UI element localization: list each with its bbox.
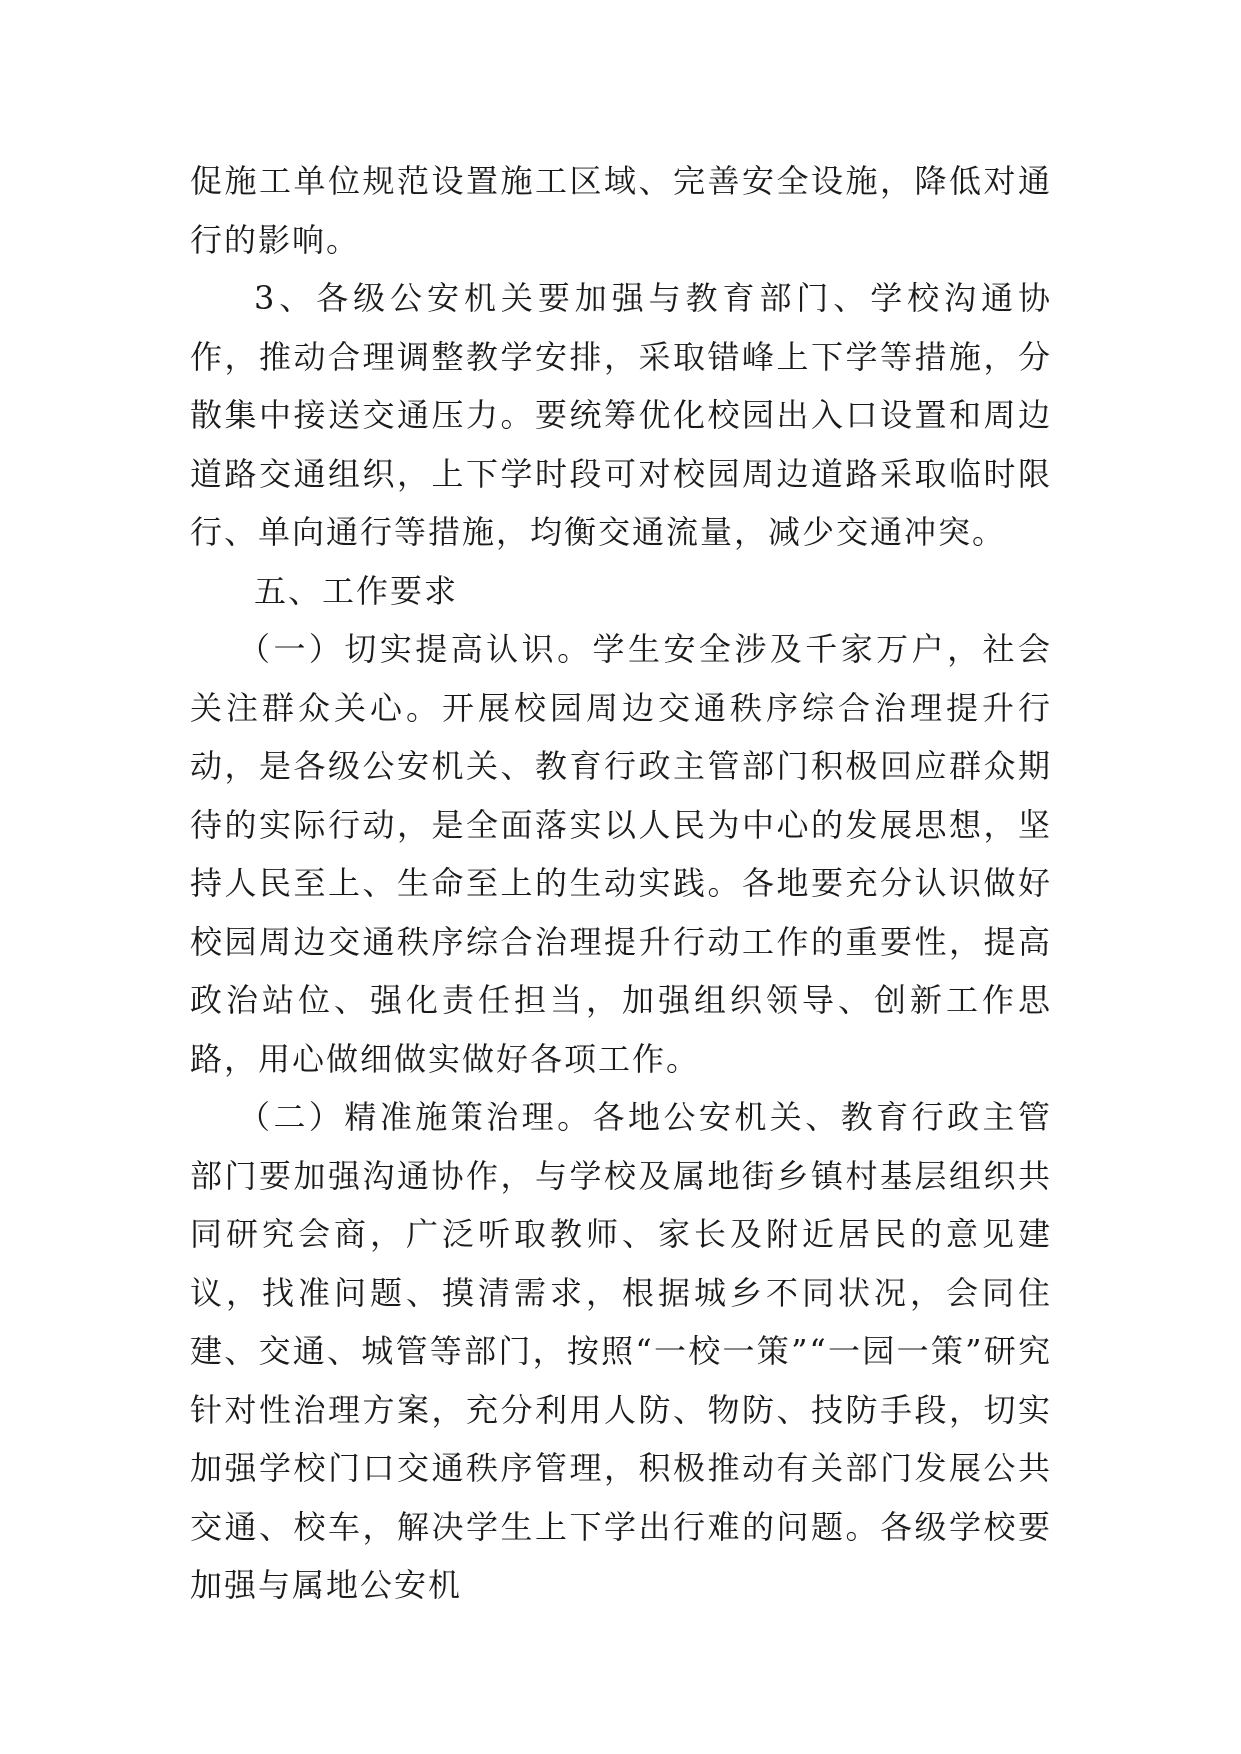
paragraph-continuation: 促施工单位规范设置施工区域、完善安全设施，降低对通行的影响。 (190, 162, 1052, 259)
paragraph-item-3: 3、各级公安机关要加强与教育部门、学校沟通协作，推动合理调整教学安排，采取错峰上下学等措施，分散集中接送交通压力。要统筹优化校园出入口设置和周边道路交通组织，上下学时段可对校园周边道路采取临时限行、单向通行等措施，均衡交通流量，减少交通冲突。 (190, 279, 1052, 551)
document-page (190, 152, 1052, 1615)
paragraph-requirement-2: （二）精准施策治理。各地公安机关、教育行政主管部门要加强沟通协作，与学校及属地街乡镇村基层组织共同研究会商，广泛听取教师、家长及附近居民的意见建议，找准问题、摸清需求，根据城乡不同状况，会同住建、交通、城管等部门，按照“一校一策”“一园一策”研究针对性治理方案，充分利用人防、物防、技防手段，切实加强学校门口交通秩序管理，积极推动有关部门发展公共交通、校车，解决学生上下学出行难的问题。各级学校要加强与属地公安机 (190, 1098, 1052, 1604)
section-heading-work-requirements: 五、工作要求 (254, 571, 459, 610)
paragraph-requirement-1: （一）切实提高认识。学生安全涉及千家万户，社会关注群众关心。开展校园周边交通秩序综合治理提升行动，是各级公安机关、教育行政主管部门积极回应群众期待的实际行动，是全面落实以人民为中心的发展思想，坚持人民至上、生命至上的生动实践。各地要充分认识做好校园周边交通秩序综合治理提升行动工作的重要性，提高政治站位、强化责任担当，加强组织领导、创新工作思路，用心做细做实做好各项工作。 (190, 630, 1052, 1078)
